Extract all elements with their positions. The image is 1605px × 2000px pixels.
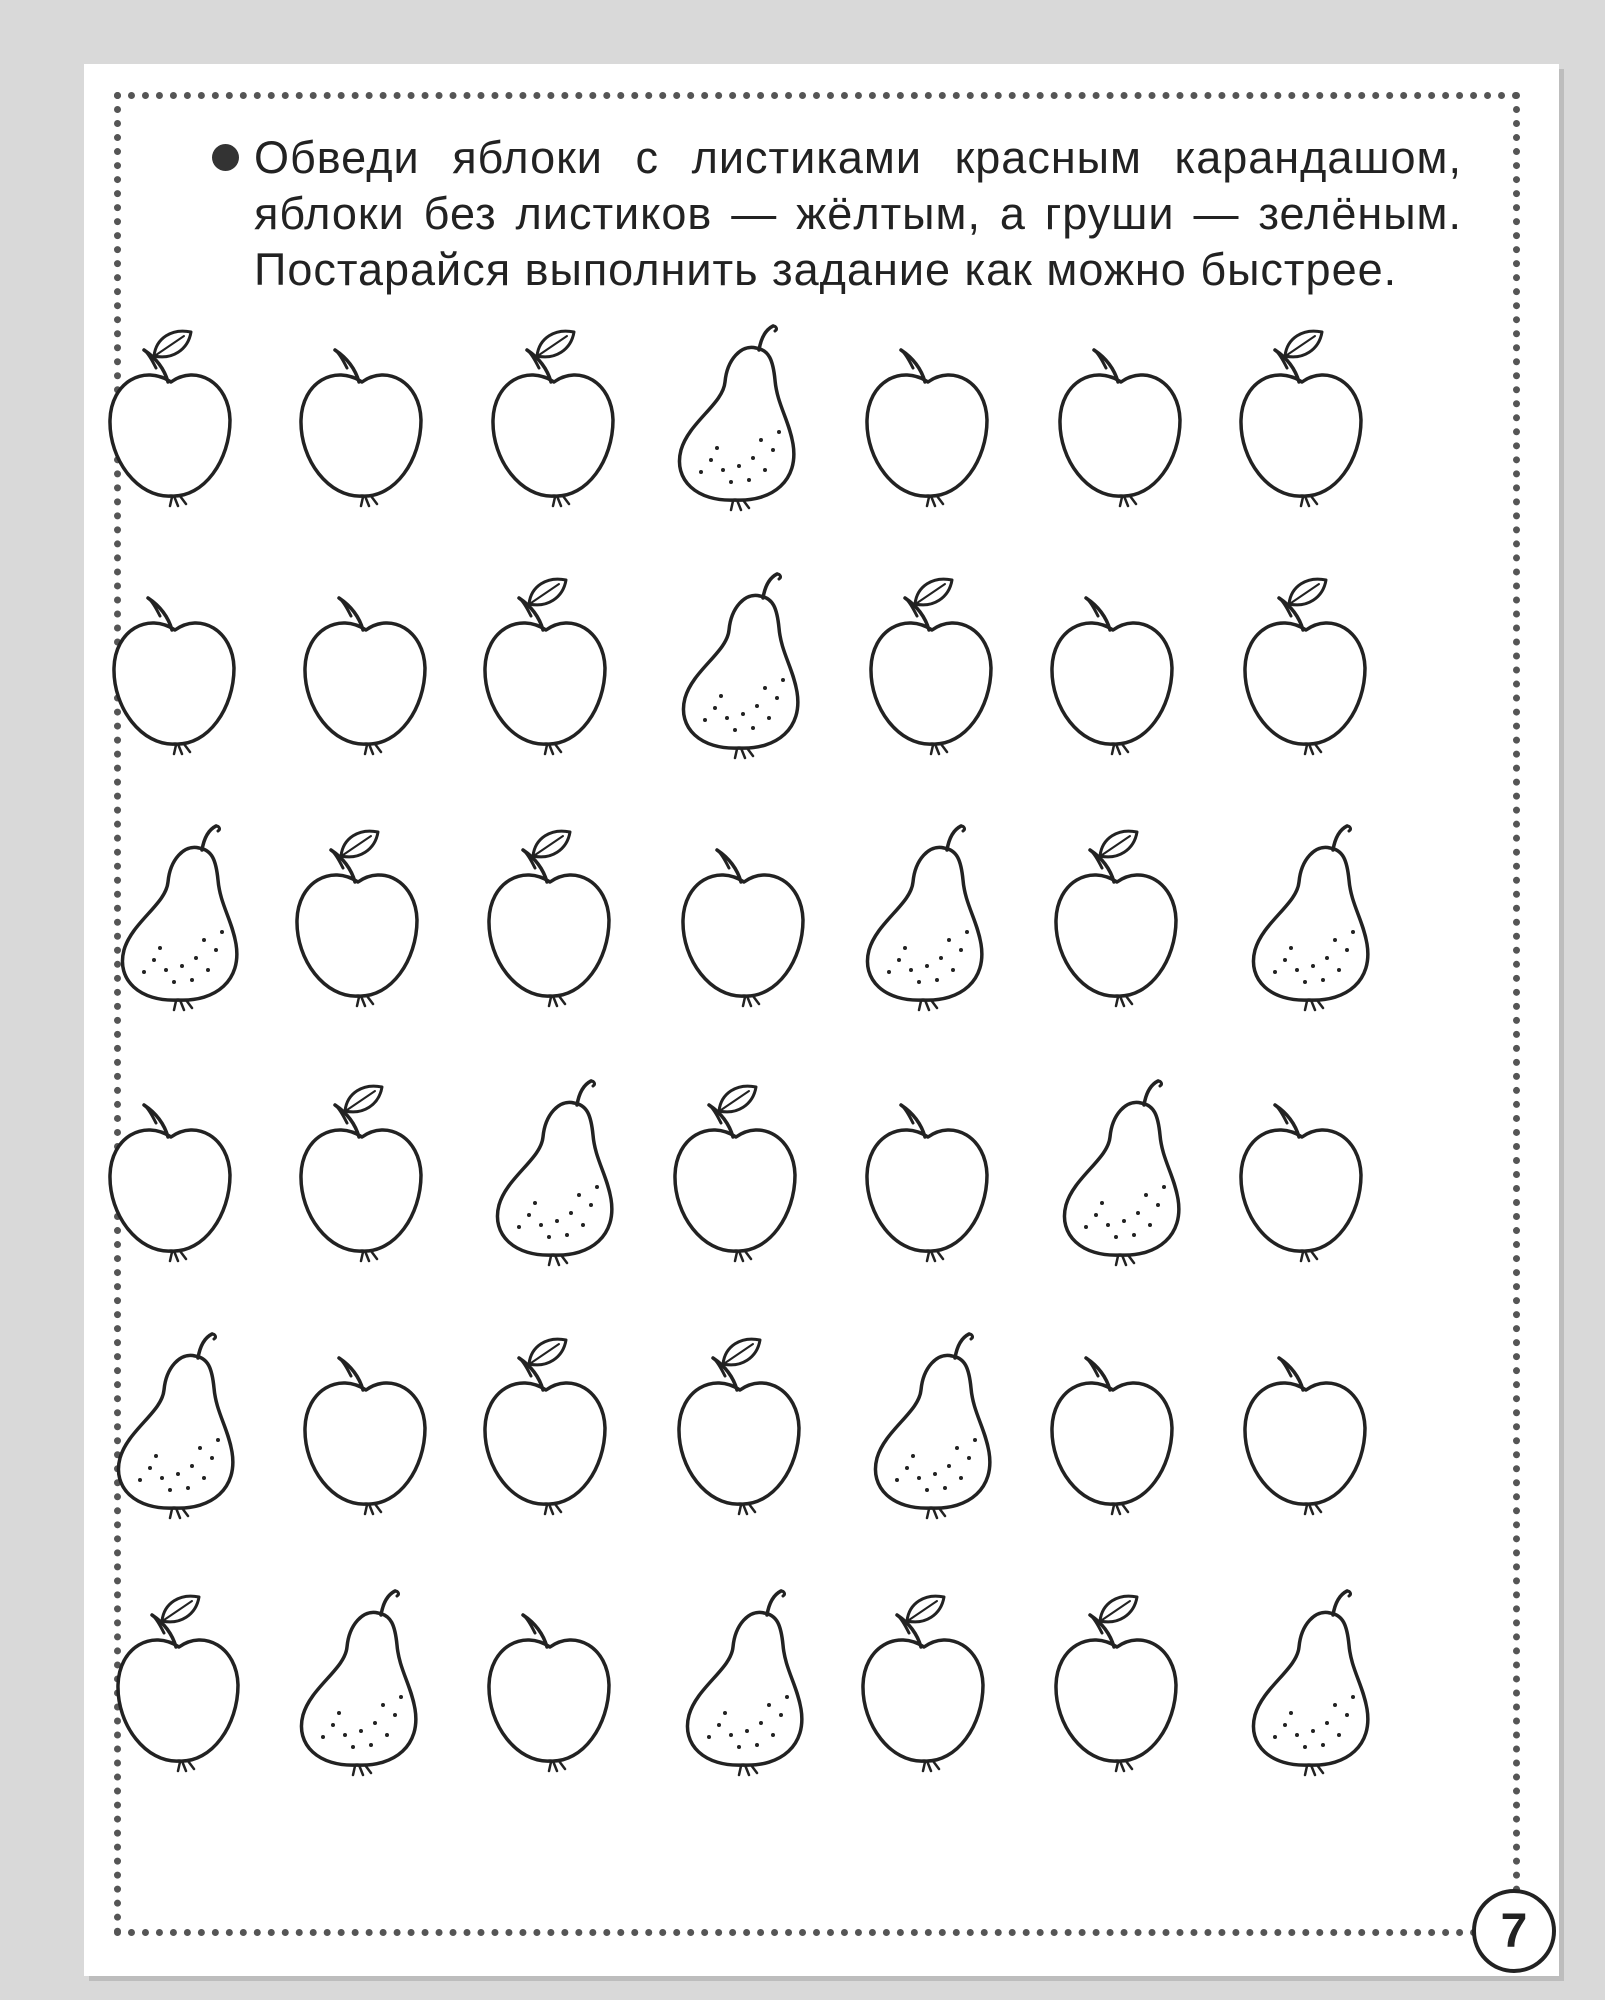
- page-number: 7: [1472, 1889, 1556, 1973]
- instruction-text: Обведи яблоки с листиками красным карандашом, яблоки без листиков — жёлтым, а груши — зелёным. Постарайся выполнить задание как можно быстрее.: [254, 132, 1462, 295]
- dotted-frame: [114, 92, 1520, 1936]
- bullet-icon: [212, 144, 239, 171]
- worksheet-page: [84, 64, 1559, 1976]
